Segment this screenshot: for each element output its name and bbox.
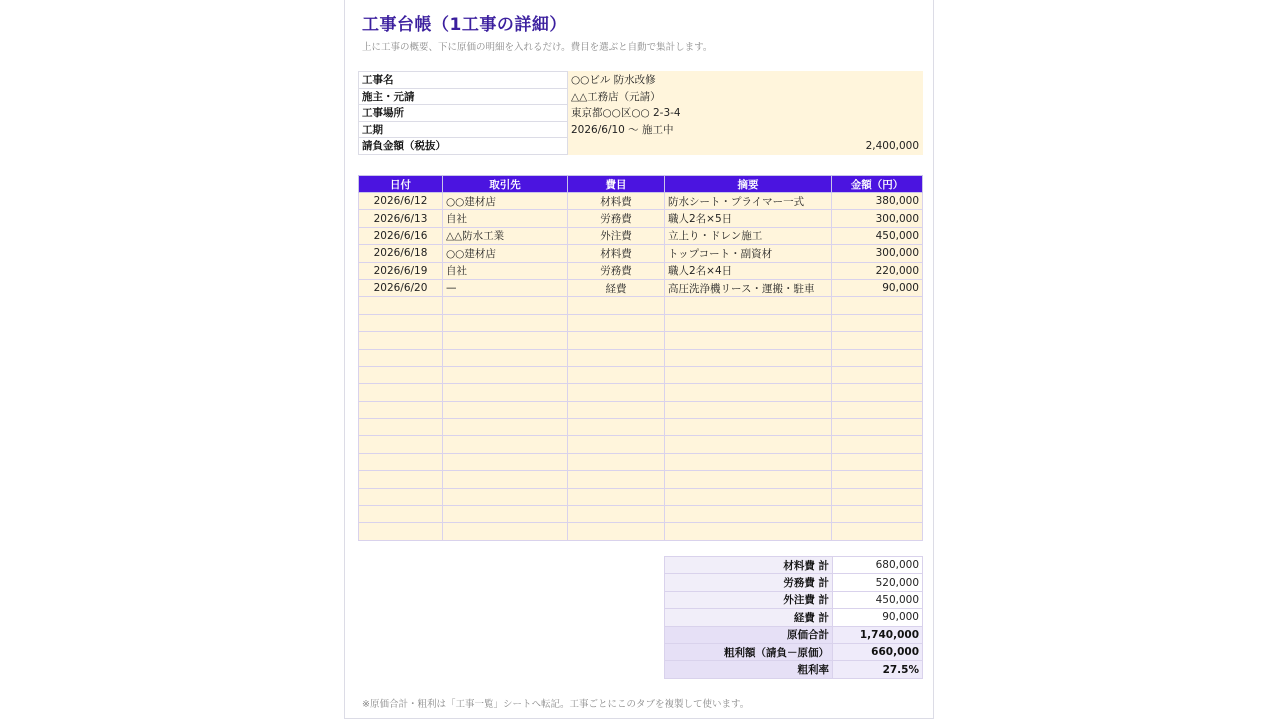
description-cell[interactable] xyxy=(665,366,832,383)
description-cell[interactable] xyxy=(665,419,832,436)
cost-item-select[interactable]: 外注費 xyxy=(568,227,665,244)
amount-cell[interactable] xyxy=(832,419,923,436)
empty-table-row xyxy=(359,523,923,540)
amount-cell[interactable] xyxy=(832,384,923,401)
col-header-item[interactable]: 費目 xyxy=(568,176,665,193)
vendor-cell[interactable] xyxy=(443,349,568,366)
info-label: 施主・元請 xyxy=(359,88,568,105)
date-cell[interactable] xyxy=(359,401,443,418)
summary-label: 粗利率 xyxy=(665,661,833,678)
cost-item-select[interactable]: 材料費 xyxy=(568,245,665,262)
description-cell[interactable] xyxy=(665,523,832,540)
date-cell[interactable] xyxy=(359,384,443,401)
date-cell[interactable]: 2026/6/12 xyxy=(359,193,443,210)
amount-cell[interactable]: 220,000 xyxy=(832,262,923,279)
summary-label: 外注費 計 xyxy=(665,591,833,608)
date-cell[interactable] xyxy=(359,332,443,349)
summary-value: 660,000 xyxy=(833,643,923,660)
description-cell[interactable] xyxy=(665,436,832,453)
date-cell[interactable] xyxy=(359,419,443,436)
cost-item-select[interactable] xyxy=(568,419,665,436)
info-row-client xyxy=(359,88,923,105)
description-cell[interactable] xyxy=(665,471,832,488)
date-cell[interactable] xyxy=(359,488,443,505)
summary-row-expenses xyxy=(665,609,923,626)
summary-value: 450,000 xyxy=(833,591,923,608)
cost-item-select[interactable] xyxy=(568,401,665,418)
date-cell[interactable]: 2026/6/20 xyxy=(359,279,443,296)
vendor-cell[interactable] xyxy=(443,332,568,349)
empty-table-row xyxy=(359,366,923,383)
site-cell[interactable]: 東京都○○区○○ 2-3-4 xyxy=(568,105,923,122)
summary-row-total-cost xyxy=(665,626,923,643)
summary-value: 680,000 xyxy=(833,557,923,574)
cost-ledger-table xyxy=(358,175,923,541)
cost-item-select[interactable]: 労務費 xyxy=(568,210,665,227)
vendor-cell[interactable] xyxy=(443,523,568,540)
amount-cell[interactable] xyxy=(832,297,923,314)
vendor-cell[interactable]: ○○建材店 xyxy=(443,245,568,262)
cost-item-select[interactable]: 材料費 xyxy=(568,193,665,210)
vendor-cell[interactable] xyxy=(443,314,568,331)
description-cell[interactable] xyxy=(665,453,832,470)
vendor-cell[interactable] xyxy=(443,419,568,436)
table-row xyxy=(359,193,923,210)
cost-item-select[interactable] xyxy=(568,453,665,470)
date-cell[interactable] xyxy=(359,453,443,470)
amount-cell[interactable] xyxy=(832,523,923,540)
client-cell[interactable]: △△工務店（元請） xyxy=(568,88,923,105)
project-name-cell[interactable]: ○○ビル 防水改修 xyxy=(568,72,923,89)
table-row xyxy=(359,245,923,262)
amount-cell[interactable]: 90,000 xyxy=(832,279,923,296)
cost-item-select[interactable] xyxy=(568,488,665,505)
date-cell[interactable] xyxy=(359,314,443,331)
summary-label: 経費 計 xyxy=(665,609,833,626)
period-cell[interactable]: 2026/6/10 〜 施工中 xyxy=(568,121,923,138)
amount-cell[interactable] xyxy=(832,349,923,366)
cost-item-select[interactable] xyxy=(568,314,665,331)
summary-row-subcontract xyxy=(665,591,923,608)
date-cell[interactable] xyxy=(359,436,443,453)
vendor-cell[interactable]: 自社 xyxy=(443,210,568,227)
date-cell[interactable]: 2026/6/19 xyxy=(359,262,443,279)
cost-item-select[interactable] xyxy=(568,332,665,349)
date-cell[interactable]: 2026/6/13 xyxy=(359,210,443,227)
col-header-amount[interactable]: 金額（円） xyxy=(832,176,923,193)
vendor-cell[interactable] xyxy=(443,471,568,488)
amount-cell[interactable]: 380,000 xyxy=(832,193,923,210)
cost-item-select[interactable] xyxy=(568,349,665,366)
empty-table-row xyxy=(359,419,923,436)
project-info-table xyxy=(358,71,923,155)
description-cell[interactable]: 立上り・ドレン施工 xyxy=(665,227,832,244)
empty-table-row xyxy=(359,488,923,505)
footnote: ※原価合計・粗利は「工事一覧」シートへ転記。工事ごとにこのタブを複製して使います。 xyxy=(362,699,750,710)
amount-cell[interactable]: 300,000 xyxy=(832,210,923,227)
amount-cell[interactable] xyxy=(832,366,923,383)
contract-spacer-cell xyxy=(568,138,665,155)
cost-item-select[interactable]: 労務費 xyxy=(568,262,665,279)
cost-item-select[interactable] xyxy=(568,297,665,314)
amount-cell[interactable]: 450,000 xyxy=(832,227,923,244)
vendor-cell[interactable]: ○○建材店 xyxy=(443,193,568,210)
empty-table-row xyxy=(359,314,923,331)
date-cell[interactable]: 2026/6/18 xyxy=(359,245,443,262)
cost-item-select[interactable]: 経費 xyxy=(568,279,665,296)
empty-table-row xyxy=(359,384,923,401)
ledger-sheet xyxy=(344,0,934,719)
summary-row-gross-profit xyxy=(665,643,923,660)
vendor-cell[interactable]: △△防水工業 xyxy=(443,227,568,244)
col-header-vendor[interactable]: 取引先 xyxy=(443,176,568,193)
summary-label: 原価合計 xyxy=(665,626,833,643)
date-cell[interactable] xyxy=(359,349,443,366)
cost-item-select[interactable] xyxy=(568,506,665,523)
col-header-date[interactable]: 日付 xyxy=(359,176,443,193)
page-title: 工事台帳（1工事の詳細） xyxy=(362,15,567,35)
info-label: 請負金額（税抜） xyxy=(359,138,568,155)
table-row xyxy=(359,227,923,244)
description-cell[interactable] xyxy=(665,401,832,418)
vendor-cell[interactable] xyxy=(443,488,568,505)
amount-cell[interactable] xyxy=(832,401,923,418)
contract-amount-cell[interactable]: 2,400,000 xyxy=(665,138,923,155)
page-subtitle: 上に工事の概要、下に原価の明細を入れるだけ。費目を選ぶと自動で集計します。 xyxy=(362,42,713,53)
empty-table-row xyxy=(359,401,923,418)
amount-cell[interactable] xyxy=(832,488,923,505)
table-row xyxy=(359,262,923,279)
amount-cell[interactable]: 300,000 xyxy=(832,245,923,262)
vendor-cell[interactable] xyxy=(443,401,568,418)
table-row xyxy=(359,279,923,296)
date-cell[interactable] xyxy=(359,506,443,523)
summary-label: 粗利額（請負－原価） xyxy=(665,643,833,660)
description-cell[interactable]: 高圧洗浄機リース・運搬・駐車 xyxy=(665,279,832,296)
vendor-cell[interactable]: 自社 xyxy=(443,262,568,279)
date-cell[interactable] xyxy=(359,471,443,488)
cost-item-select[interactable] xyxy=(568,436,665,453)
empty-table-row xyxy=(359,297,923,314)
amount-cell[interactable] xyxy=(832,453,923,470)
amount-cell[interactable] xyxy=(832,332,923,349)
empty-table-row xyxy=(359,332,923,349)
vendor-cell[interactable] xyxy=(443,366,568,383)
summary-label: 労務費 計 xyxy=(665,574,833,591)
amount-cell[interactable] xyxy=(832,506,923,523)
info-label: 工期 xyxy=(359,121,568,138)
summary-row-labor xyxy=(665,574,923,591)
date-cell[interactable] xyxy=(359,366,443,383)
vendor-cell[interactable] xyxy=(443,506,568,523)
summary-value: 27.5% xyxy=(833,661,923,678)
description-cell[interactable] xyxy=(665,349,832,366)
description-cell[interactable] xyxy=(665,488,832,505)
cost-item-select[interactable] xyxy=(568,384,665,401)
description-cell[interactable] xyxy=(665,384,832,401)
empty-table-row xyxy=(359,349,923,366)
cost-item-select[interactable] xyxy=(568,366,665,383)
ledger-body xyxy=(359,193,923,541)
empty-table-row xyxy=(359,436,923,453)
description-cell[interactable]: トップコート・副資材 xyxy=(665,245,832,262)
summary-value: 520,000 xyxy=(833,574,923,591)
info-row-period xyxy=(359,121,923,138)
table-row xyxy=(359,210,923,227)
date-cell[interactable] xyxy=(359,523,443,540)
date-cell[interactable]: 2026/6/16 xyxy=(359,227,443,244)
empty-table-row xyxy=(359,506,923,523)
vendor-cell[interactable]: — xyxy=(443,279,568,296)
vendor-cell[interactable] xyxy=(443,453,568,470)
description-cell[interactable]: 職人2名×4日 xyxy=(665,262,832,279)
description-cell[interactable] xyxy=(665,332,832,349)
description-cell[interactable] xyxy=(665,506,832,523)
summary-label: 材料費 計 xyxy=(665,557,833,574)
cost-item-select[interactable] xyxy=(568,523,665,540)
info-row-contract xyxy=(359,138,923,155)
cost-item-select[interactable] xyxy=(568,471,665,488)
description-cell[interactable]: 防水シート・プライマー一式 xyxy=(665,193,832,210)
summary-row-materials xyxy=(665,557,923,574)
info-row-name xyxy=(359,72,923,89)
summary-value: 1,740,000 xyxy=(833,626,923,643)
description-cell[interactable] xyxy=(665,314,832,331)
summary-row-margin xyxy=(665,661,923,678)
amount-cell[interactable] xyxy=(832,471,923,488)
vendor-cell[interactable] xyxy=(443,384,568,401)
description-cell[interactable]: 職人2名×5日 xyxy=(665,210,832,227)
amount-cell[interactable] xyxy=(832,314,923,331)
cost-summary-table xyxy=(664,556,923,679)
empty-table-row xyxy=(359,453,923,470)
date-cell[interactable] xyxy=(359,297,443,314)
vendor-cell[interactable] xyxy=(443,297,568,314)
summary-value: 90,000 xyxy=(833,609,923,626)
amount-cell[interactable] xyxy=(832,436,923,453)
ledger-header-row xyxy=(359,176,923,193)
description-cell[interactable] xyxy=(665,297,832,314)
empty-table-row xyxy=(359,471,923,488)
vendor-cell[interactable] xyxy=(443,436,568,453)
col-header-description[interactable]: 摘要 xyxy=(665,176,832,193)
info-label: 工事名 xyxy=(359,72,568,89)
info-row-site xyxy=(359,105,923,122)
info-label: 工事場所 xyxy=(359,105,568,122)
